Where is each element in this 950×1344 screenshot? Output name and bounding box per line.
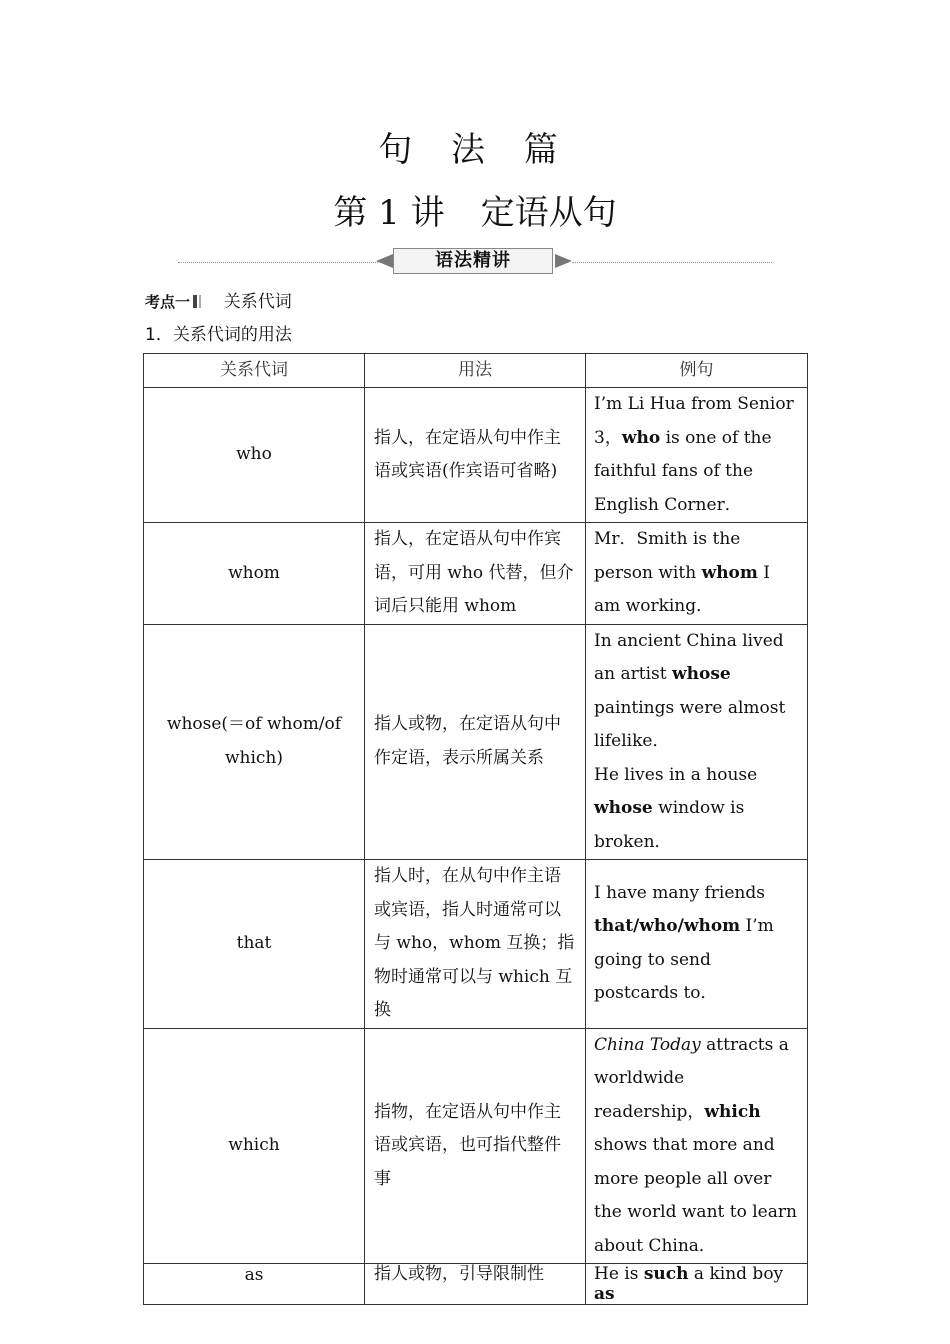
header-example: 例句	[586, 354, 808, 388]
lecture-number: 第 1 讲	[333, 193, 445, 233]
badge-bar-light-icon	[199, 295, 201, 308]
topic-label: 关系代词	[223, 292, 292, 312]
relative-pronoun-table	[143, 353, 808, 1305]
banner-divider-left	[178, 262, 378, 263]
header-pronoun: 关系代词	[144, 354, 365, 388]
table-row	[144, 1028, 808, 1264]
banner-arrow-right-icon	[555, 254, 572, 268]
usage-cell: 指人，在定语从句中作宾语，可用 who 代替，但介词后只能用 whom	[365, 523, 586, 625]
example-cell: China Today attracts a worldwide readership，which shows that more and more people all over the world want to learn about China．	[586, 1028, 808, 1264]
usage-cell: 指人或物，引导限制性	[365, 1264, 586, 1305]
topic-badge: 考点一	[145, 293, 191, 311]
usage-cell: 指人，在定语从句中作主语或宾语(作宾语可省略)	[365, 388, 586, 523]
table-header-row	[144, 354, 808, 388]
usage-cell: 指人时，在从句中作主语或宾语，指人时通常可以与 who，whom 互换；指物时通常可以与 which 互换	[365, 860, 586, 1029]
pronoun-cell: as	[144, 1264, 365, 1305]
part-title: 句 法 篇	[378, 130, 572, 170]
header-usage: 用法	[365, 354, 586, 388]
table-row	[144, 388, 808, 523]
section-banner: 语法精讲	[393, 248, 553, 274]
usage-cell: 指人或物，在定语从句中作定语，表示所属关系	[365, 624, 586, 860]
usage-cell: 指物，在定语从句中作主语或宾语，也可指代整件事	[365, 1028, 586, 1264]
example-cell: I’m Li Hua from Senior 3，who is one of the faithful fans of the English Corner．	[586, 388, 808, 523]
table-row	[144, 624, 808, 860]
badge-bar-icon	[193, 295, 197, 308]
pronoun-cell: whose(＝of whom/of which)	[144, 624, 365, 860]
pronoun-cell: who	[144, 388, 365, 523]
lecture-title	[0, 185, 950, 234]
lecture-name: 定语从句	[480, 193, 617, 233]
pronoun-cell: that	[144, 860, 365, 1029]
banner-divider-right	[572, 262, 772, 263]
pronoun-cell: which	[144, 1028, 365, 1264]
topic-heading	[145, 287, 292, 312]
example-cell: In ancient China lived an artist whose paintings were almost lifelike． He lives in a house whose window is broken．	[586, 624, 808, 860]
table-row	[144, 1264, 808, 1305]
table-row	[144, 523, 808, 625]
example-cell: Mr．Smith is the person with whom I am working．	[586, 523, 808, 625]
example-cell: I have many friends that/who/whom I’m going to send postcards to．	[586, 860, 808, 1029]
pronoun-cell: whom	[144, 523, 365, 625]
example-cell: He is such a kind boy as	[586, 1264, 808, 1305]
subheading: 1．关系代词的用法	[145, 325, 292, 345]
banner-arrow-left-icon	[376, 254, 393, 268]
table-row	[144, 860, 808, 1029]
